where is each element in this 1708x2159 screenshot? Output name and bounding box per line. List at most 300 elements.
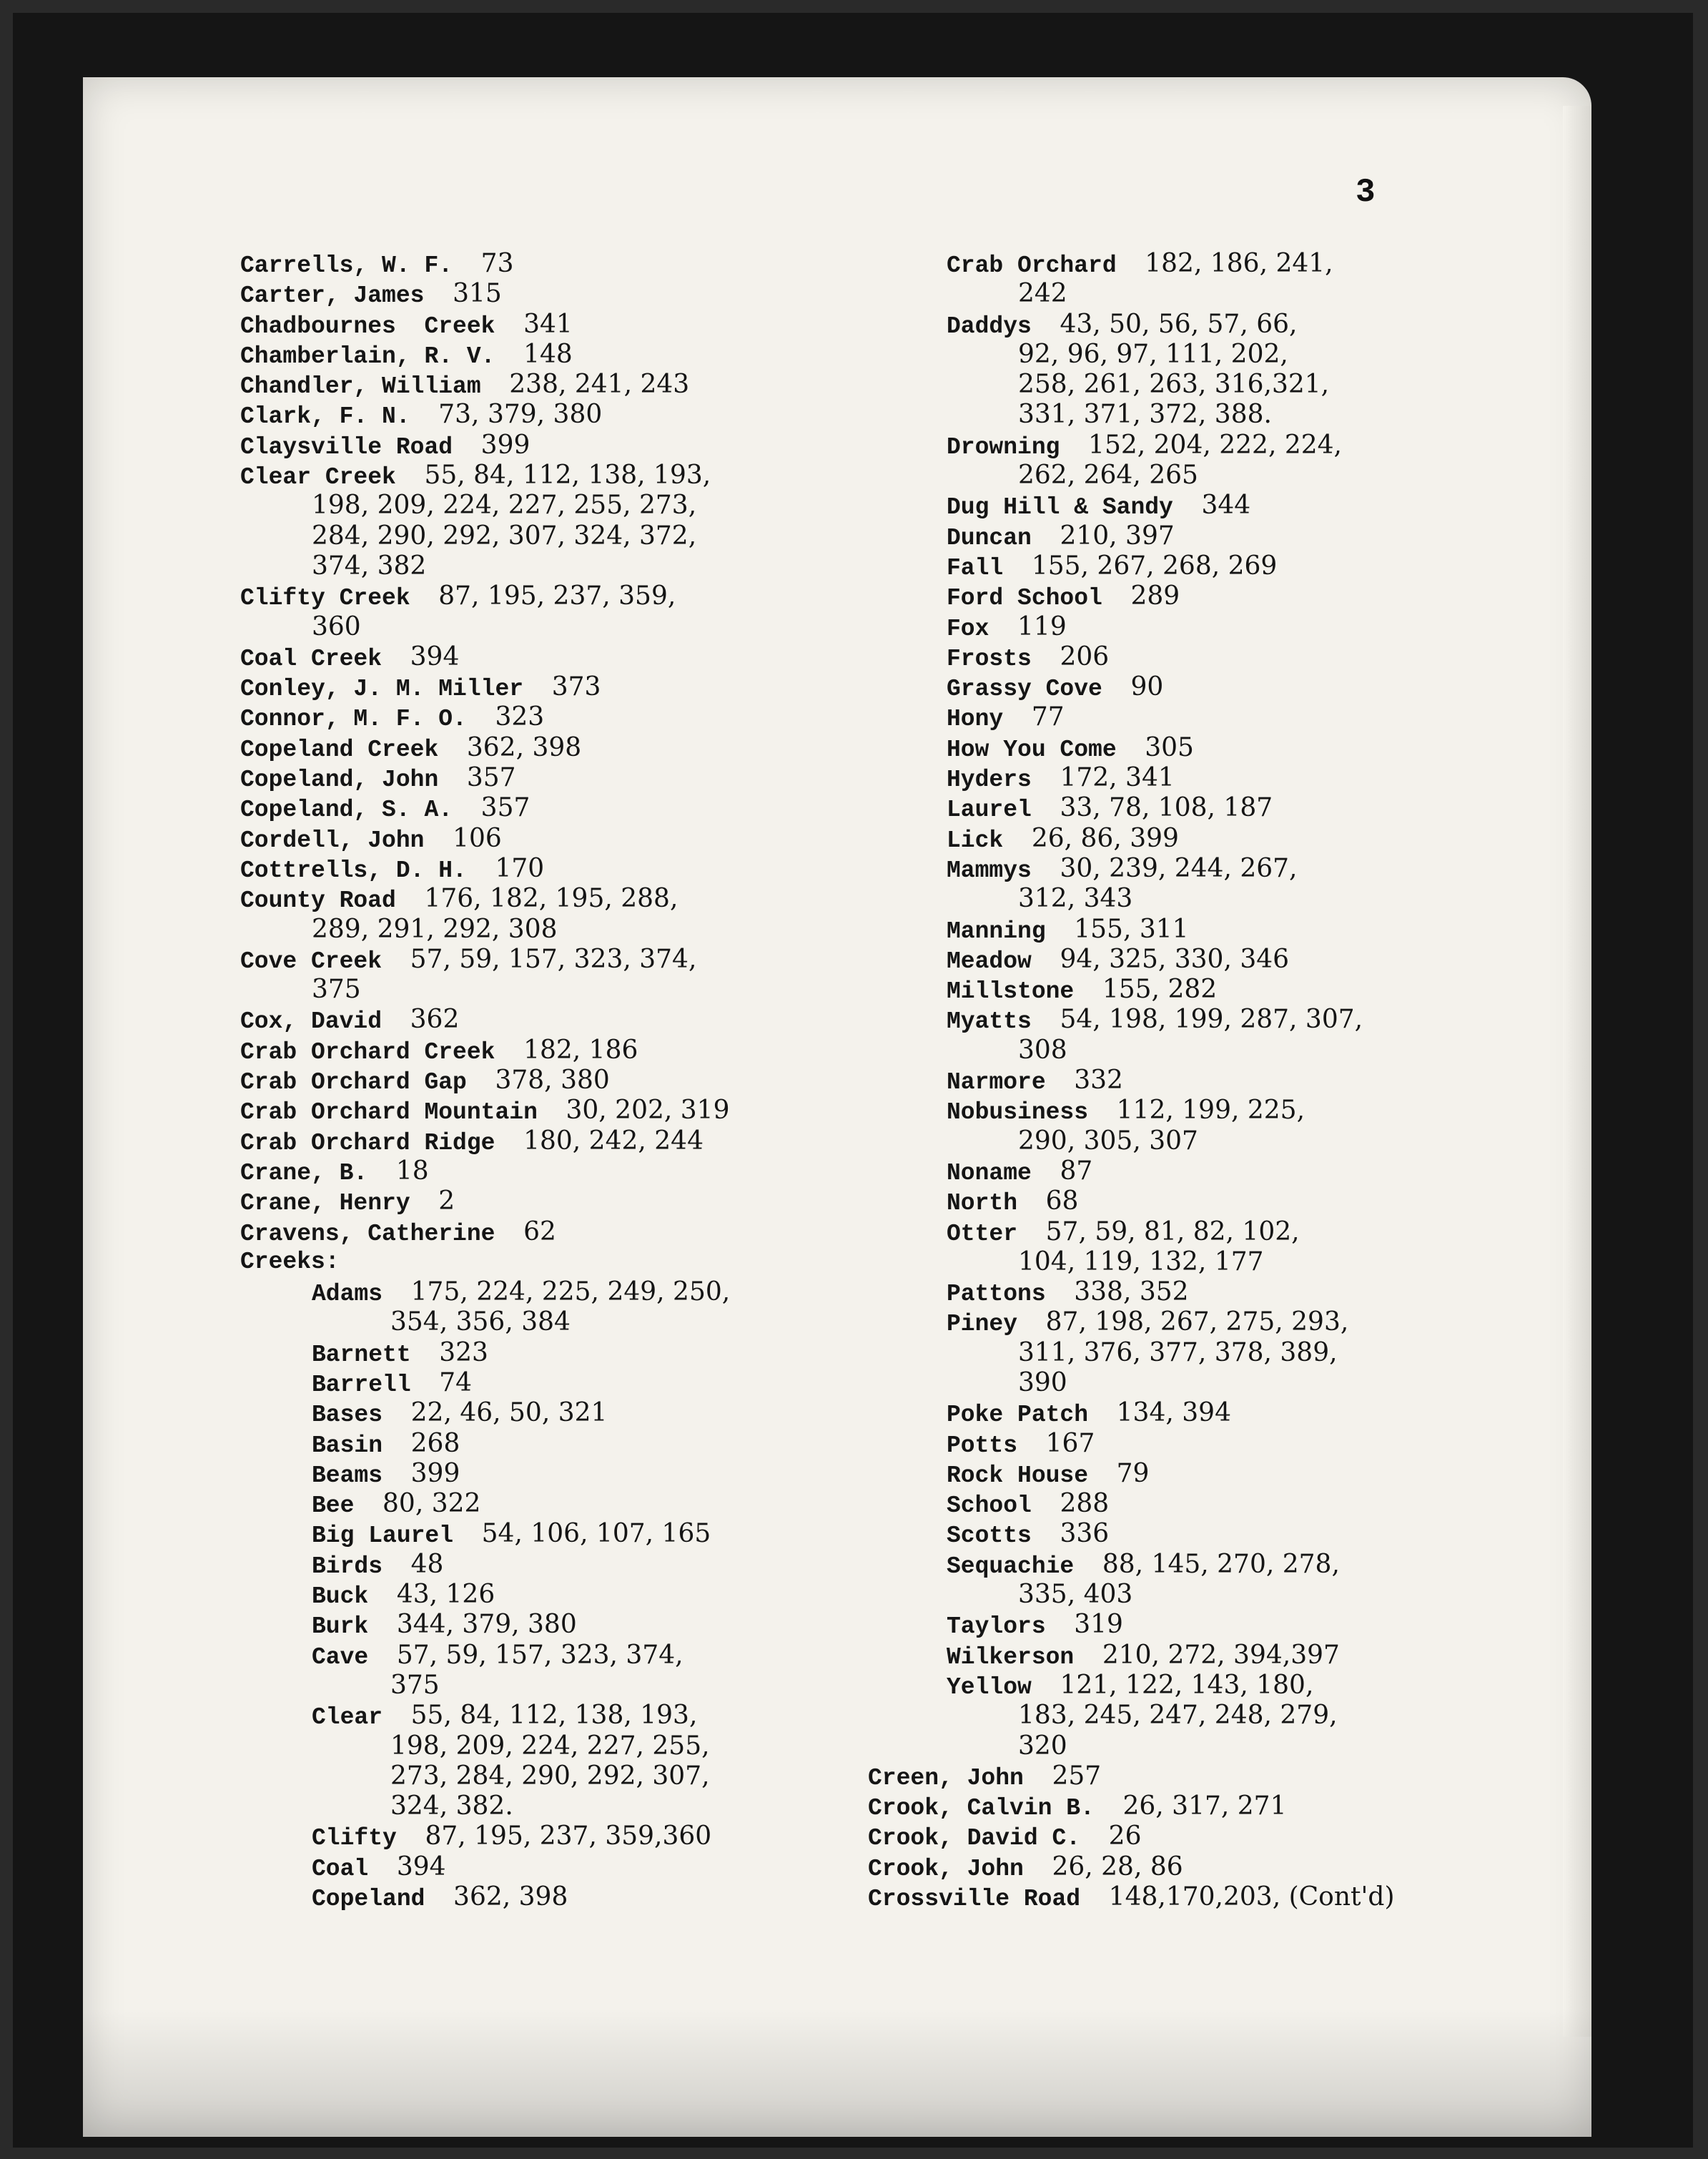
entry-page-refs: 112, 199, 225, xyxy=(1116,1096,1305,1126)
entry-page-refs: 18 xyxy=(395,1156,429,1186)
index-entry xyxy=(240,642,730,672)
entry-name: Fox xyxy=(947,615,989,642)
index-entry xyxy=(240,1126,730,1156)
entry-page-refs: 104, 119, 132, 177 xyxy=(1018,1246,1264,1277)
entry-page-refs: 26, 86, 399 xyxy=(1031,823,1179,853)
index-entry xyxy=(947,763,1395,793)
entry-page-refs: 88, 145, 270, 278, xyxy=(1102,1549,1340,1579)
entry-page-refs: 394 xyxy=(410,641,460,672)
index-entry xyxy=(240,1036,730,1066)
entry-name: Buck xyxy=(312,1583,369,1610)
entry-page-refs: 336 xyxy=(1060,1519,1110,1549)
index-entry xyxy=(240,884,730,914)
entry-name: Drowning xyxy=(947,433,1060,461)
index-entry xyxy=(947,612,1395,642)
entry-name: Rock House xyxy=(947,1462,1089,1489)
entry-name: Creen, John xyxy=(868,1764,1024,1791)
entry-page-refs: 238, 241, 243 xyxy=(509,370,690,400)
entry-name: Copeland, John xyxy=(240,767,439,794)
entry-page-refs: 182, 186, 241, xyxy=(1145,249,1333,278)
index-entry xyxy=(240,1701,730,1731)
entry-name: Millstone xyxy=(947,978,1075,1005)
index-entry xyxy=(947,854,1395,884)
entry-name: Crab Orchard Gap xyxy=(240,1069,467,1096)
entry-page-refs: 170 xyxy=(495,853,545,883)
index-entry xyxy=(240,1882,730,1912)
entry-page-refs: 121, 122, 143, 180, xyxy=(1060,1670,1314,1700)
entry-page-refs: 155, 311 xyxy=(1074,914,1189,944)
entry-name: Yellow xyxy=(947,1673,1032,1701)
entry-name: Copeland Creek xyxy=(240,736,439,763)
page-curl-edge xyxy=(1563,106,1591,2037)
index-entry xyxy=(947,1550,1395,1580)
entry-name: Manning xyxy=(947,918,1046,945)
entry-page-refs: 362, 398 xyxy=(453,1882,568,1912)
entry-name: Big Laurel xyxy=(312,1523,454,1550)
entry-page-refs: 54, 106, 107, 165 xyxy=(481,1519,711,1549)
index-entry xyxy=(240,672,730,702)
index-entry xyxy=(947,1519,1395,1549)
entry-name: Adams xyxy=(312,1281,383,1308)
entry-name: Crossville Road xyxy=(868,1886,1081,1913)
entry-name: Poke Patch xyxy=(947,1402,1089,1429)
entry-page-refs: 2 xyxy=(438,1186,455,1216)
entry-page-refs: 308 xyxy=(1018,1035,1067,1065)
entry-name: Lick xyxy=(947,827,1004,854)
entry-name: Basin xyxy=(312,1432,383,1459)
index-entry xyxy=(240,340,730,370)
entry-page-refs: 354, 356, 384 xyxy=(390,1307,571,1337)
entry-page-refs: 54, 198, 199, 287, 307, xyxy=(1060,1005,1363,1035)
entry-name: Piney xyxy=(947,1311,1018,1338)
entry-name: Claysville Road xyxy=(240,433,453,461)
entry-name: Meadow xyxy=(947,948,1032,975)
entry-page-refs: 119 xyxy=(1017,611,1067,641)
index-entry xyxy=(240,1156,730,1186)
index-entry xyxy=(868,1791,1395,1821)
entry-name: Bases xyxy=(312,1402,383,1429)
index-entry xyxy=(240,1821,730,1851)
entry-page-refs: 284, 290, 292, 307, 324, 372, xyxy=(312,521,697,551)
entry-page-refs: 182, 186 xyxy=(523,1035,638,1065)
entry-name: Copeland, S. A. xyxy=(240,797,453,824)
entry-name: Noname xyxy=(947,1159,1032,1186)
entry-page-refs: 22, 46, 50, 321 xyxy=(410,1398,608,1428)
entry-page-refs: 378, 380 xyxy=(495,1066,610,1096)
index-entry xyxy=(947,1096,1395,1126)
entry-name: Cave xyxy=(312,1643,369,1671)
entry-page-refs: 30, 239, 244, 267, xyxy=(1060,853,1298,883)
index-entry xyxy=(240,310,730,340)
index-entry xyxy=(868,1882,1395,1912)
entry-name: Pattons xyxy=(947,1281,1046,1308)
entry-name: Taylors xyxy=(947,1613,1046,1641)
entry-page-refs: 26 xyxy=(1108,1821,1142,1851)
entry-page-refs: 305 xyxy=(1145,732,1194,762)
entry-page-refs: 344, 379, 380 xyxy=(396,1610,577,1640)
entry-page-refs: 390 xyxy=(1018,1367,1067,1397)
index-entry xyxy=(947,672,1395,702)
index-entry xyxy=(240,1338,730,1368)
entry-page-refs: 74 xyxy=(439,1367,473,1397)
entry-name: Cottrells, D. H. xyxy=(240,857,467,884)
index-entry xyxy=(868,1852,1395,1882)
entry-page-refs: 399 xyxy=(410,1458,460,1488)
index-entry xyxy=(947,400,1395,430)
entry-name: Duncan xyxy=(947,524,1032,551)
index-entry xyxy=(947,249,1395,279)
index-entry xyxy=(947,642,1395,672)
entry-page-refs: 319 xyxy=(1074,1610,1123,1640)
entry-page-refs: 33, 78, 108, 187 xyxy=(1060,793,1273,823)
index-entry xyxy=(947,1247,1395,1277)
index-entry xyxy=(947,793,1395,823)
entry-page-refs: 43, 50, 56, 57, 66, xyxy=(1060,309,1298,339)
entry-name: Narmore xyxy=(947,1069,1046,1096)
entry-page-refs: 315 xyxy=(453,279,502,309)
index-entry xyxy=(240,1852,730,1882)
entry-name: School xyxy=(947,1492,1032,1520)
entry-page-refs: 332 xyxy=(1074,1066,1123,1096)
entry-page-refs: 312, 343 xyxy=(1018,884,1133,914)
entry-page-refs: 62 xyxy=(523,1216,556,1246)
entry-name: Clear xyxy=(312,1704,383,1731)
index-entry xyxy=(947,461,1395,491)
entry-page-refs: 338, 352 xyxy=(1074,1277,1189,1307)
entry-page-refs: 175, 224, 225, 249, 250, xyxy=(410,1277,731,1307)
entry-page-refs: 80, 322 xyxy=(382,1489,481,1519)
entry-name: Carter, James xyxy=(240,282,425,310)
entry-page-refs: 148 xyxy=(523,339,573,369)
entry-page-refs: 94, 325, 330, 346 xyxy=(1060,944,1290,974)
index-entry xyxy=(947,1338,1395,1368)
index-entry xyxy=(947,491,1395,521)
entry-page-refs: 176, 182, 195, 288, xyxy=(424,884,678,914)
entry-name: Cox, David xyxy=(240,1008,382,1036)
index-entry xyxy=(947,310,1395,340)
index-entry xyxy=(947,1459,1395,1489)
entry-name: Crook, David C. xyxy=(868,1825,1081,1852)
index-entry xyxy=(240,1489,730,1519)
index-entry xyxy=(240,1096,730,1126)
index-entry xyxy=(947,1307,1395,1337)
entry-page-refs: 167 xyxy=(1045,1428,1095,1458)
entry-page-refs: 290, 305, 307 xyxy=(1018,1126,1198,1156)
entry-page-refs: 55, 84, 112, 138, 193, xyxy=(410,1701,698,1731)
entry-name: Chandler, William xyxy=(240,373,481,400)
entry-name: Chadbournes Creek xyxy=(240,313,495,340)
entry-page-refs: 357 xyxy=(480,793,530,823)
index-entry xyxy=(240,1247,730,1277)
entry-name: Dug Hill & Sandy xyxy=(947,494,1173,521)
index-entry xyxy=(947,1398,1395,1428)
entry-page-refs: 360 xyxy=(312,611,361,641)
entry-name: Mammys xyxy=(947,857,1032,884)
entry-page-refs: 289, 291, 292, 308 xyxy=(312,914,558,944)
index-entry xyxy=(947,1066,1395,1096)
entry-page-refs: 134, 394 xyxy=(1116,1398,1231,1428)
entry-page-refs: 273, 284, 290, 292, 307, xyxy=(390,1761,710,1791)
entry-page-refs: 30, 202, 319 xyxy=(566,1096,730,1126)
index-entry xyxy=(947,915,1395,945)
entry-page-refs: 311, 376, 377, 378, 389, xyxy=(1018,1337,1338,1367)
index-entry xyxy=(947,1489,1395,1519)
index-entry xyxy=(240,491,730,521)
entry-page-refs: 268 xyxy=(410,1428,460,1458)
entry-name: Burk xyxy=(312,1613,369,1641)
index-entry xyxy=(240,1217,730,1247)
entry-name: County Road xyxy=(240,887,396,915)
entry-name: Ford School xyxy=(947,585,1102,612)
index-entry xyxy=(868,1821,1395,1851)
index-entry xyxy=(947,1005,1395,1035)
entry-name: Daddys xyxy=(947,313,1032,340)
entry-name: Coal Creek xyxy=(240,645,382,672)
index-entry xyxy=(947,1156,1395,1186)
index-entry xyxy=(240,581,730,611)
entry-page-refs: 79 xyxy=(1116,1458,1150,1488)
index-entry xyxy=(868,1761,1395,1791)
index-entry xyxy=(947,431,1395,461)
index-entry xyxy=(947,1580,1395,1610)
entry-page-refs: 57, 59, 157, 323, 374, xyxy=(396,1640,683,1670)
entry-name: Otter xyxy=(947,1220,1018,1247)
entry-name: Sequachie xyxy=(947,1553,1075,1580)
index-entry xyxy=(240,1307,730,1337)
index-entry xyxy=(947,370,1395,400)
index-entry xyxy=(947,702,1395,732)
entry-name: Connor, M. F. O. xyxy=(240,706,467,733)
scan-frame xyxy=(13,13,1693,2148)
entry-page-refs: 258, 261, 263, 316,321, xyxy=(1018,370,1330,400)
entry-name: Crook, Calvin B. xyxy=(868,1795,1095,1822)
entry-name: Birds xyxy=(312,1553,383,1580)
entry-page-refs: 198, 209, 224, 227, 255, xyxy=(390,1731,710,1761)
index-entry xyxy=(947,551,1395,581)
index-entry xyxy=(947,1277,1395,1307)
entry-page-refs: 198, 209, 224, 227, 255, 273, xyxy=(312,491,697,521)
entry-page-refs: 242 xyxy=(1018,279,1067,309)
index-entry xyxy=(240,975,730,1005)
index-column-left xyxy=(240,249,730,1912)
entry-name: Conley, J. M. Miller xyxy=(240,676,524,703)
index-entry xyxy=(240,1731,730,1761)
entry-page-refs: 90 xyxy=(1130,672,1164,702)
index-column-right xyxy=(868,249,1395,1913)
index-entry xyxy=(947,1671,1395,1701)
index-entry xyxy=(240,1368,730,1398)
entry-name: Crane, Henry xyxy=(240,1190,410,1217)
entry-page-refs: 374, 382 xyxy=(312,551,427,581)
index-entry xyxy=(240,1186,730,1216)
index-entry xyxy=(240,1066,730,1096)
index-entry xyxy=(947,1610,1395,1640)
index-entry xyxy=(947,733,1395,763)
index-entry xyxy=(240,945,730,975)
index-entry xyxy=(240,551,730,581)
entry-name: Hyders xyxy=(947,767,1032,794)
index-entry xyxy=(240,400,730,430)
entry-name: Fall xyxy=(947,554,1004,581)
index-entry xyxy=(947,1641,1395,1671)
index-entry xyxy=(240,1550,730,1580)
entry-page-refs: 210, 272, 394,397 xyxy=(1102,1640,1340,1670)
index-entry xyxy=(947,1429,1395,1459)
entry-name: Crook, John xyxy=(868,1855,1024,1882)
index-entry xyxy=(947,824,1395,854)
index-entry xyxy=(947,581,1395,611)
entry-name: How You Come xyxy=(947,736,1117,763)
index-entry xyxy=(240,854,730,884)
entry-page-refs: 331, 371, 372, 388. xyxy=(1018,400,1272,430)
index-entry xyxy=(240,1761,730,1791)
index-entry xyxy=(947,1217,1395,1247)
index-entry xyxy=(947,1036,1395,1066)
entry-name: Frosts xyxy=(947,645,1032,672)
entry-page-refs: 375 xyxy=(390,1670,440,1700)
entry-page-refs: 55, 84, 112, 138, 193, xyxy=(424,461,711,491)
entry-page-refs: 399 xyxy=(480,430,530,460)
entry-name: Barnett xyxy=(312,1341,411,1368)
entry-page-refs: 289 xyxy=(1130,581,1180,611)
entry-page-refs: 362, 398 xyxy=(466,732,582,762)
entry-name: Coal xyxy=(312,1855,369,1882)
entry-page-refs: 394 xyxy=(396,1851,446,1882)
entry-page-refs: 257 xyxy=(1052,1761,1102,1791)
entry-name: Barrell xyxy=(312,1371,411,1398)
entry-page-refs: 73, 379, 380 xyxy=(438,400,603,430)
entry-page-refs: 87, 198, 267, 275, 293, xyxy=(1045,1307,1349,1337)
entry-name: Clifty xyxy=(312,1825,397,1852)
entry-name: Hony xyxy=(947,706,1004,733)
index-entry xyxy=(947,1368,1395,1398)
page-number: 3 xyxy=(1356,174,1376,211)
index-entry xyxy=(240,1641,730,1671)
index-entry xyxy=(947,521,1395,551)
index-entry xyxy=(240,612,730,642)
entry-page-refs: 341 xyxy=(523,309,573,339)
entry-page-refs: 323 xyxy=(495,702,545,732)
entry-name: Scotts xyxy=(947,1523,1032,1550)
index-entry xyxy=(240,763,730,793)
entry-page-refs: 172, 341 xyxy=(1060,763,1175,793)
entry-page-refs: 210, 397 xyxy=(1060,521,1175,551)
entry-page-refs: 73 xyxy=(480,249,514,278)
index-entry xyxy=(947,340,1395,370)
index-entry xyxy=(240,1398,730,1428)
entry-name: Myatts xyxy=(947,1008,1032,1036)
index-entry xyxy=(240,793,730,823)
entry-page-refs: 152, 204, 222, 224, xyxy=(1088,430,1343,460)
entry-page-refs: 148,170,203, (Cont'd) xyxy=(1108,1882,1395,1912)
index-entry xyxy=(947,1731,1395,1761)
entry-name: Carrells, W. F. xyxy=(240,252,453,279)
index-entry xyxy=(240,521,730,551)
index-entry xyxy=(240,824,730,854)
entry-name: Grassy Cove xyxy=(947,676,1102,703)
entry-name: Crab Orchard xyxy=(947,252,1117,279)
index-entry xyxy=(240,733,730,763)
index-entry xyxy=(240,461,730,491)
entry-page-refs: 155, 267, 268, 269 xyxy=(1031,551,1278,581)
entry-name: Beams xyxy=(312,1462,383,1489)
entry-name: Chamberlain, R. V. xyxy=(240,343,495,370)
index-page xyxy=(83,77,1591,2137)
index-entry xyxy=(240,1519,730,1549)
entry-page-refs: 344 xyxy=(1201,491,1251,521)
entry-name: Creeks: xyxy=(240,1248,340,1275)
entry-page-refs: 57, 59, 81, 82, 102, xyxy=(1045,1216,1300,1246)
entry-page-refs: 26, 28, 86 xyxy=(1052,1851,1183,1882)
entry-name: Potts xyxy=(947,1432,1018,1459)
entry-page-refs: 26, 317, 271 xyxy=(1122,1791,1287,1821)
index-entry xyxy=(947,975,1395,1005)
index-entry xyxy=(947,279,1395,309)
index-entry xyxy=(947,945,1395,975)
entry-page-refs: 180, 242, 244 xyxy=(523,1126,704,1156)
entry-page-refs: 324, 382. xyxy=(390,1791,513,1821)
index-entry xyxy=(947,1701,1395,1731)
index-entry xyxy=(240,1429,730,1459)
entry-page-refs: 357 xyxy=(466,763,516,793)
entry-page-refs: 262, 264, 265 xyxy=(1018,461,1198,491)
entry-name: Crab Orchard Ridge xyxy=(240,1129,495,1156)
entry-name: Cove Creek xyxy=(240,948,382,975)
entry-page-refs: 57, 59, 157, 323, 374, xyxy=(410,944,697,974)
index-entry xyxy=(240,1580,730,1610)
entry-name: North xyxy=(947,1190,1018,1217)
index-entry xyxy=(240,249,730,279)
entry-name: Crab Orchard Mountain xyxy=(240,1099,538,1126)
entry-page-refs: 155, 282 xyxy=(1102,975,1218,1005)
entry-name: Nobusiness xyxy=(947,1099,1089,1126)
entry-name: Crab Orchard Creek xyxy=(240,1038,495,1066)
entry-page-refs: 288 xyxy=(1060,1489,1110,1519)
index-entry xyxy=(240,1459,730,1489)
entry-page-refs: 335, 403 xyxy=(1018,1580,1133,1610)
index-entry xyxy=(240,1791,730,1821)
index-entry xyxy=(240,370,730,400)
index-entry xyxy=(240,1277,730,1307)
entry-name: Laurel xyxy=(947,797,1032,824)
index-entry xyxy=(947,1186,1395,1216)
index-entry xyxy=(240,702,730,732)
entry-name: Clifty Creek xyxy=(240,585,410,612)
entry-page-refs: 320 xyxy=(1018,1731,1067,1761)
index-entry xyxy=(240,1610,730,1640)
index-entry xyxy=(240,1005,730,1035)
entry-page-refs: 373 xyxy=(551,672,601,702)
index-entry xyxy=(947,1126,1395,1156)
entry-page-refs: 375 xyxy=(312,975,361,1005)
entry-name: Bee xyxy=(312,1492,355,1520)
entry-page-refs: 87, 195, 237, 359, xyxy=(438,581,676,611)
entry-page-refs: 77 xyxy=(1031,702,1065,732)
entry-name: Clark, F. N. xyxy=(240,403,410,431)
index-entry xyxy=(240,1671,730,1701)
entry-page-refs: 68 xyxy=(1045,1186,1079,1216)
entry-page-refs: 43, 126 xyxy=(396,1580,495,1610)
index-entry xyxy=(240,431,730,461)
index-entry xyxy=(240,279,730,309)
entry-name: Cravens, Catherine xyxy=(240,1220,495,1247)
entry-page-refs: 87 xyxy=(1060,1156,1093,1186)
entry-page-refs: 48 xyxy=(410,1549,444,1579)
entry-page-refs: 87, 195, 237, 359,360 xyxy=(425,1821,712,1851)
entry-page-refs: 362 xyxy=(410,1005,460,1035)
entry-page-refs: 206 xyxy=(1060,641,1110,672)
index-entry xyxy=(240,915,730,945)
